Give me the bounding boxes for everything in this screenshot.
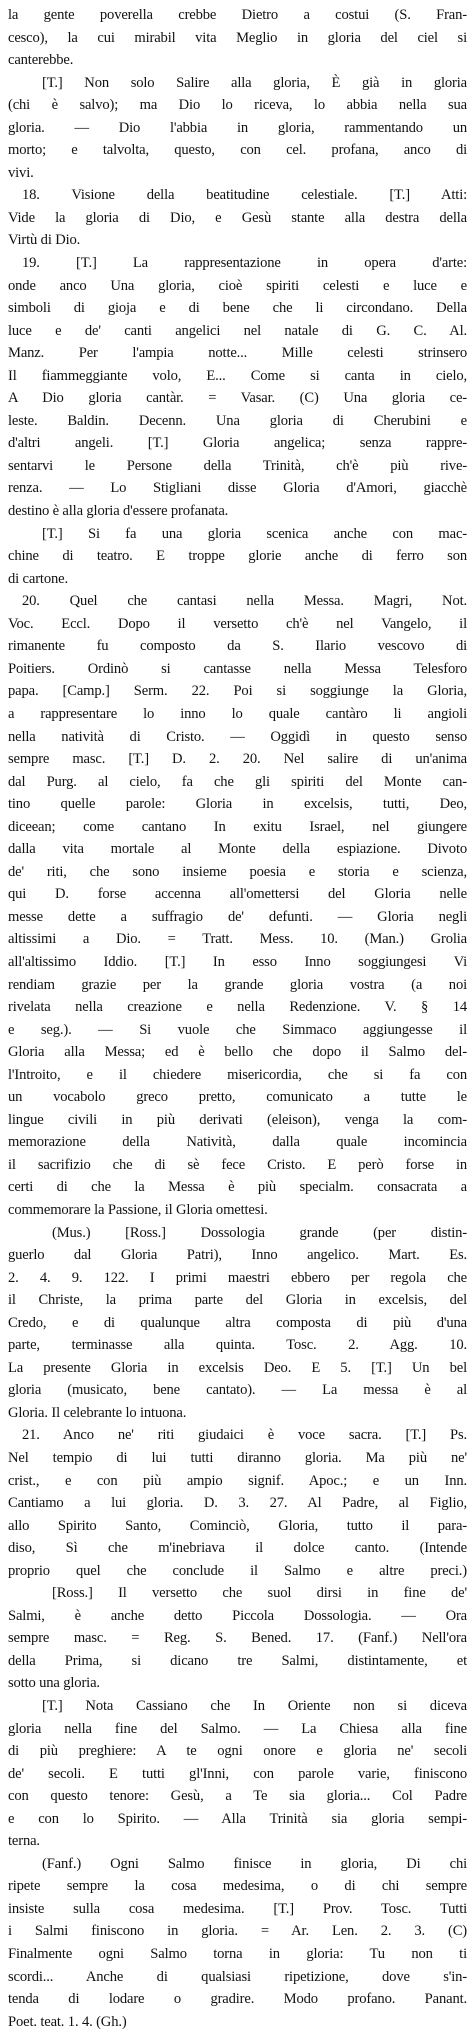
text-line: gloria. — Dio l'abbia in gloria, rammentando un — [8, 119, 467, 136]
text-line: Cantiamo a lui gloria. D. 3. 27. Al Padre, al Figlio, — [8, 1495, 467, 1512]
text-line: Manz. Per l'ampia notte... Mille celesti strinsero — [8, 345, 467, 362]
text-line: gloria nella fine del Salmo. — La Chiesa alla fine — [8, 1720, 467, 1737]
text-line: certi di che la Messa è più specialm. consacrata a — [8, 1179, 467, 1196]
text-line: d'altri angeli. [T.] Gloria angelica; senza rappre- — [8, 435, 467, 452]
text-line: rimanente fu composto da S. Ilario vescovo di — [8, 638, 467, 655]
text-line: di cartone. — [8, 570, 68, 587]
text-line: memorazione della Natività, dalla quale incomincia — [8, 1134, 467, 1151]
text-line: dalla vita mortale al Monte della espiazione. Divoto — [8, 841, 467, 858]
text-line: con questo tenore: Gesù, a Te sia gloria... Col Padre — [8, 1788, 467, 1805]
text-line: de' riti, che sono insieme poesia e storia e scienza, — [8, 863, 467, 880]
text-line: la gente poverella crebbe Dietro a costui (S. Fran- — [8, 7, 467, 23]
text-line: vivi. — [8, 164, 34, 181]
text-line: insiste sulla cosa medesima. [T.] Prov. Tosc. Tutti — [8, 1900, 467, 1917]
text-line: de' secoli. E tutti gl'Inni, con parole varie, finiscono — [8, 1765, 467, 1782]
text-line: altissimi a Dio. = Tratt. Mess. 10. (Man.) Grolia — [8, 931, 467, 948]
text-line: Vide la gloria di Dio, e Gesù stante alla destra della — [8, 209, 467, 226]
text-line: [T.] Si fa una gloria scenica anche con mac- — [42, 525, 467, 542]
text-line: papa. [Camp.] Serm. 22. Poi si soggiunge la Gloria, — [8, 683, 467, 700]
text-line: Poet. teat. 1. 4. (Gh.) — [8, 2013, 127, 2030]
text-line: scordi... Anche di qualsiasi ripetizione, dove s'in- — [8, 1968, 467, 1985]
text-line: Il fiammeggiante volo, E... Come si canta in cielo, — [8, 367, 467, 384]
text-line: rendiam grazie per la grande gloria vostra (a noi — [8, 976, 467, 993]
text-line: tenda di lodare o gradire. Modo profano. Panant. — [8, 1991, 467, 2008]
text-line: della Prima, si dicano tre Salmi, distintamente, et — [8, 1652, 467, 1669]
text-line: l'Introito, e il chiedere misericordia, che si fa con — [8, 1066, 467, 1083]
text-line: lingue civili in più derivati (eleison), venga la com- — [8, 1111, 467, 1128]
text-line: La presente Gloria in excelsis Deo. E 5. [T.] Un bel — [8, 1359, 467, 1376]
text-line: di più preghiere: A te ogni onore e gloria ne' secoli — [8, 1743, 467, 1760]
text-line: (Fanf.) Ogni Salmo finisce in gloria, Di chi — [42, 1855, 467, 1872]
text-line: a rappresentare lo inno lo quale cantàro li angioli — [8, 705, 467, 722]
text-line: Voc. Eccl. Dopo il versetto ch'è nel Vangelo, il — [8, 615, 467, 632]
text-line: sempre masc. [T.] D. 2. 20. Nel salire di un'anima — [8, 751, 467, 768]
text-line: Virtù di Dio. — [8, 232, 81, 249]
text-line: [Ross.] Il versetto che suol dirsi in fine de' — [52, 1585, 467, 1602]
text-line: 18. Visione della beatitudine celestiale. [T.] Atti: — [22, 187, 467, 204]
text-line: ripete sempre la cosa medesima, o di chi sempre — [8, 1878, 467, 1895]
text-line: [T.] Nota Cassiano che In Oriente non si diceva — [42, 1698, 467, 1715]
text-line: Credo, e di qualunque altra composta di più d'una — [8, 1314, 467, 1331]
text-line: sempre masc. = Reg. S. Bened. 17. (Fanf.) Nell'ora — [8, 1630, 467, 1647]
text-line: Gloria. Il celebrante lo intuona. — [8, 1404, 187, 1421]
text-line: simboli di gioja e di bene che li circondano. Della — [8, 300, 467, 317]
text-line: il Christe, la prima parte del Gloria in excelsis, del — [8, 1292, 467, 1309]
text-line: Nel tempio di lui tutti diranno gloria. Ma più ne' — [8, 1450, 467, 1466]
text-line: 2. 4. 9. 122. I primi maestri ebbero per regola che — [8, 1269, 467, 1286]
text-line: diceean; come cantano In exitu Israel, nel giungere — [8, 818, 467, 835]
text-line: Salmi, è anche detto Piccola Dossologia. — Ora — [8, 1607, 467, 1624]
text-line: nella natività di Cristo. — Oggidì in questo senso — [8, 728, 467, 745]
text-line: sentarvi le Persone della Trinità, ch'è più rive- — [8, 457, 467, 474]
text-line: proprio quel che conclude il Salmo e altre preci.) — [8, 1562, 467, 1579]
text-line: un vocabolo greco pretto, comunicato a tutte le — [8, 1089, 467, 1106]
text-line: crist., e con più ampio signif. Apoc.; e un Inn. — [8, 1472, 467, 1489]
text-line: diso, Sì che m'inebriava il dolce canto. (Intende — [8, 1540, 467, 1557]
text-line: messe dette a suffragio de' defunti. — Gloria negli — [8, 908, 467, 925]
text-line: canterebbe. — [8, 52, 74, 69]
text-line: gloria (musicato, bene cantato). — La messa è al — [8, 1382, 467, 1399]
text-line: Finalmente ogni Salmo torna in gloria: Tu non ti — [8, 1946, 467, 1963]
text-line: chine di teatro. E troppe glorie anche di ferro son — [8, 548, 467, 565]
text-line: [T.] Non solo Salire alla gloria, È già in gloria — [42, 74, 467, 91]
text-line: onde anco Una gloria, cioè spiriti celesti e luce e — [8, 277, 467, 294]
text-line: all'altissimo Iddio. [T.] In esso Inno soggiungesi Vi — [8, 953, 467, 970]
text-line: morto; e talvolta, questo, con cel. profana, anco di — [8, 142, 467, 159]
dictionary-page — [8, 4, 467, 2033]
text-line: i Salmi finiscono in gloria. = Ar. Len. 2. 3. (C) — [8, 1923, 467, 1940]
text-line: dal Purg. al cielo, fa che gli spiriti del Monte can- — [8, 773, 467, 790]
text-line: Gloria alla Messa; ed è bello che dopo il Salmo del- — [8, 1044, 467, 1061]
text-line: (Mus.) [Ross.] Dossologia grande (per distin- — [52, 1224, 467, 1241]
text-line: commemorare la Passione, il Gloria omettesi. — [8, 1201, 268, 1218]
text-line: qui D. forse accenna all'omettersi del Gloria nelle — [8, 886, 467, 903]
text-line: A Dio gloria cantàr. = Vasar. (C) Una gloria ce- — [8, 390, 467, 407]
text-line: Poitiers. Ordinò si cantasse nella Messa Telesforo — [8, 660, 467, 677]
text-line: renza. — Lo Stigliani disse Gloria d'Amori, giacchè — [8, 480, 467, 497]
text-line: leste. Baldin. Decenn. Una gloria di Cherubini e — [8, 412, 467, 429]
text-line: cesco), la cui mirabil vita Meglio in gloria del ciel si — [8, 29, 467, 46]
text-line: 19. [T.] La rappresentazione in opera d'arte: — [22, 255, 467, 272]
text-line: e seg.). — Si vuole che Simmaco aggiungesse il — [8, 1021, 467, 1038]
text-line: luce e de' canti angelici nel natale di G. C. Al. — [8, 322, 467, 339]
text-line: rivelata nella creazione e nella Redenzione. V. § 14 — [8, 999, 467, 1016]
text-line: il sacrifizio che di sè fece Cristo. E però forse in — [8, 1156, 467, 1173]
text-line: terna. — [8, 1833, 40, 1850]
text-line: destino è alla gloria d'essere profanata. — [8, 503, 229, 520]
text-line: parte, terminasse alla quinta. Tosc. 2. Agg. 10. — [8, 1337, 467, 1354]
text-line: allo Spirito Santo, Cominciò, Gloria, tutto il para- — [8, 1517, 467, 1534]
text-line: guerlo dal Gloria Patri), Inno angelico. Mart. Es. — [8, 1247, 467, 1264]
text-line: e con lo Spirito. — Alla Trinità sia gloria sempi- — [8, 1810, 467, 1827]
text-line: 21. Anco ne' riti giudaici è voce sacra. [T.] Ps. — [22, 1427, 467, 1444]
text-line: sotto una gloria. — [8, 1675, 100, 1692]
text-line: tino quelle parole: Gloria in excelsis, tutti, Deo, — [8, 796, 467, 813]
text-line: 20. Quel che cantasi nella Messa. Magri, Not. — [22, 593, 467, 610]
text-line: (chi è salvo); ma Dio lo riceva, lo abbia nella sua — [8, 97, 467, 114]
